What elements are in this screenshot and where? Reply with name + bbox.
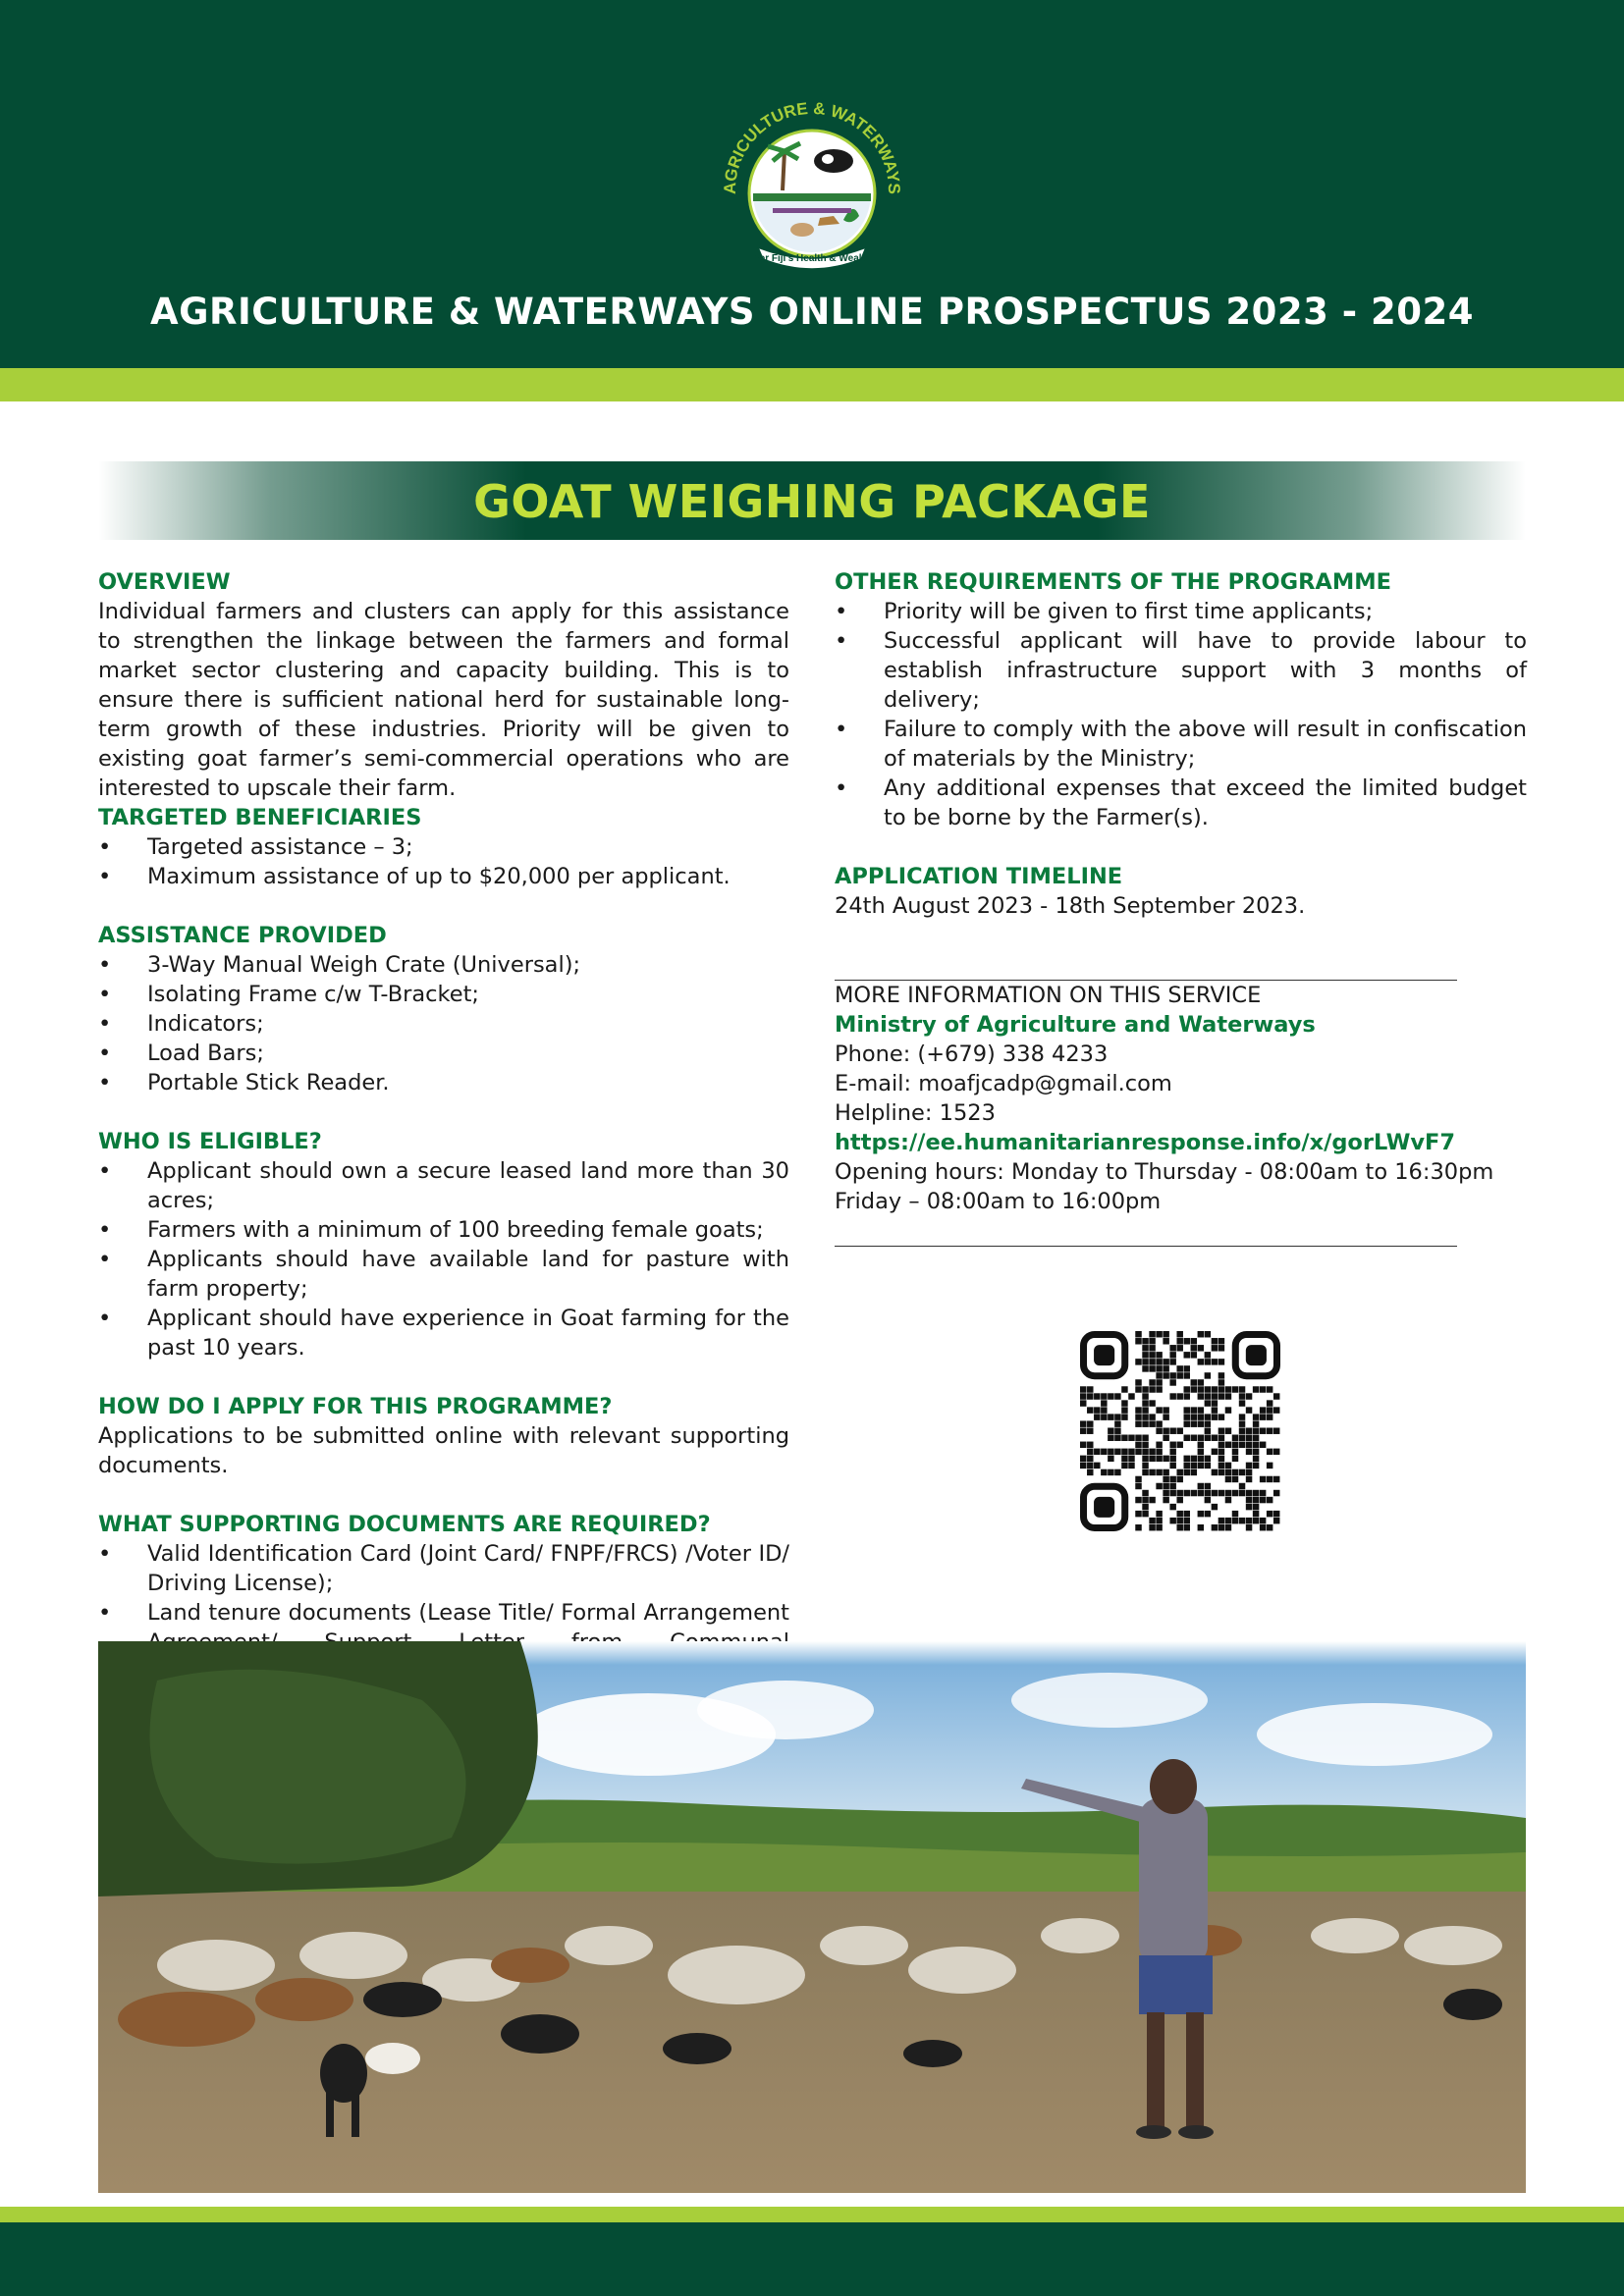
apply-text: Applications to be submitted online with relevant supporting documents. — [98, 1423, 789, 1478]
list-item: • Farmers with a minimum of 100 breeding female goats; — [98, 1215, 789, 1245]
list-item: • Targeted assistance – 3; — [98, 832, 789, 862]
timeline-heading: APPLICATION TIMELINE — [835, 864, 1123, 889]
eligibility-heading: WHO IS ELIGIBLE? — [98, 1129, 322, 1154]
assistance-list — [98, 950, 789, 1097]
svg-text:AGRICULTURE & WATERWAYS: AGRICULTURE & WATERWAYS — [720, 98, 904, 195]
list-item: • Priority will be given to first time applicants; — [835, 597, 1527, 626]
list-item: • Applicant should own a secure leased land more than 30 acres; — [98, 1156, 789, 1215]
qr-code — [1080, 1331, 1280, 1531]
header-band — [0, 0, 1624, 368]
list-item: • Failure to comply with the above will result in confiscation of materials by the Ministry; — [835, 715, 1527, 774]
contact-phone: Phone: (+679) 338 4233 — [835, 1041, 1109, 1067]
overview-heading: OVERVIEW — [98, 569, 231, 595]
overview-text: Individual farmers and clusters can apply for this assistance to strengthen the linkage between the farmers and formal market sector clustering and capacity building. This is to ensure there is sufficient national herd for sustainable long-term growth of these industries. Priority will be given to existing goat farmer’s semi-commercial operations who are interested to upscale their farm. — [98, 599, 789, 801]
package-banner — [98, 461, 1526, 540]
farmer-with-goats-photo — [98, 1641, 1526, 2193]
lime-band-top — [0, 368, 1624, 401]
contact-heading: MORE INFORMATION ON THIS SERVICE — [835, 983, 1262, 1008]
beneficiaries-heading: TARGETED BENEFICIARIES — [98, 805, 422, 830]
requirements-list — [835, 597, 1527, 832]
contact-helpline: Helpline: 1523 — [835, 1100, 996, 1126]
ministry-name: Ministry of Agriculture and Waterways — [835, 1012, 1316, 1038]
footer-band — [0, 2222, 1624, 2296]
requirements-heading: OTHER REQUIREMENTS OF THE PROGRAMME — [835, 569, 1391, 595]
list-item: • Applicant should have experience in Goat farming for the past 10 years. — [98, 1304, 789, 1362]
opening-hours: Opening hours: Monday to Thursday - 08:00am to 16:30pm — [835, 1159, 1494, 1185]
svg-text:For Fiji's Health & Wealth: For Fiji's Health & Wealth — [753, 253, 871, 264]
eligibility-list — [98, 1156, 789, 1362]
application-link[interactable]: https://ee.humanitarianresponse.info/x/gorLWvF7 — [835, 1130, 1456, 1155]
apply-heading: HOW DO I APPLY FOR THIS PROGRAMME? — [98, 1394, 613, 1419]
list-item: • Any additional expenses that exceed the limited budget to be borne by the Farmer(s). — [835, 774, 1527, 832]
timeline-dates: 24th August 2023 - 18th September 2023. — [835, 893, 1306, 919]
list-item: • Portable Stick Reader. — [98, 1068, 789, 1097]
list-item: • Indicators; — [98, 1009, 789, 1039]
list-item: • 3-Way Manual Weigh Crate (Universal); — [98, 950, 789, 980]
right-column — [835, 567, 1527, 1247]
list-item: • Isolating Frame c/w T-Bracket; — [98, 980, 789, 1009]
lime-band-bottom — [0, 2207, 1624, 2222]
divider-bottom — [835, 1246, 1457, 1247]
ministry-logo — [714, 92, 910, 274]
list-item: • Applicants should have available land for pasture with farm property; — [98, 1245, 789, 1304]
beneficiaries-list — [98, 832, 789, 891]
package-title: GOAT WEIGHING PACKAGE — [473, 475, 1151, 528]
list-item: • Valid Identification Card (Joint Card/ FNPF/FRCS) /Voter ID/ Driving License); — [98, 1539, 789, 1598]
list-item: • Load Bars; — [98, 1039, 789, 1068]
list-item: • Successful applicant will have to provide labour to establish infrastructure support with 3 months of delivery; — [835, 626, 1527, 715]
list-item: • Maximum assistance of up to $20,000 per applicant. — [98, 862, 789, 891]
list-item: • Land tenure documents (Lease Title/ Formal Arrangement — [98, 1598, 789, 1686]
contact-email: E-mail: moafjcadp@gmail.com — [835, 1071, 1172, 1096]
left-column — [98, 567, 789, 1686]
assistance-heading: ASSISTANCE PROVIDED — [98, 923, 387, 948]
documents-heading: WHAT SUPPORTING DOCUMENTS ARE REQUIRED? — [98, 1512, 711, 1537]
page-title: AGRICULTURE & WATERWAYS ONLINE PROSPECTUS 2023 - 2024 — [149, 291, 1474, 333]
friday-hours: Friday – 08:00am to 16:00pm — [835, 1189, 1162, 1214]
